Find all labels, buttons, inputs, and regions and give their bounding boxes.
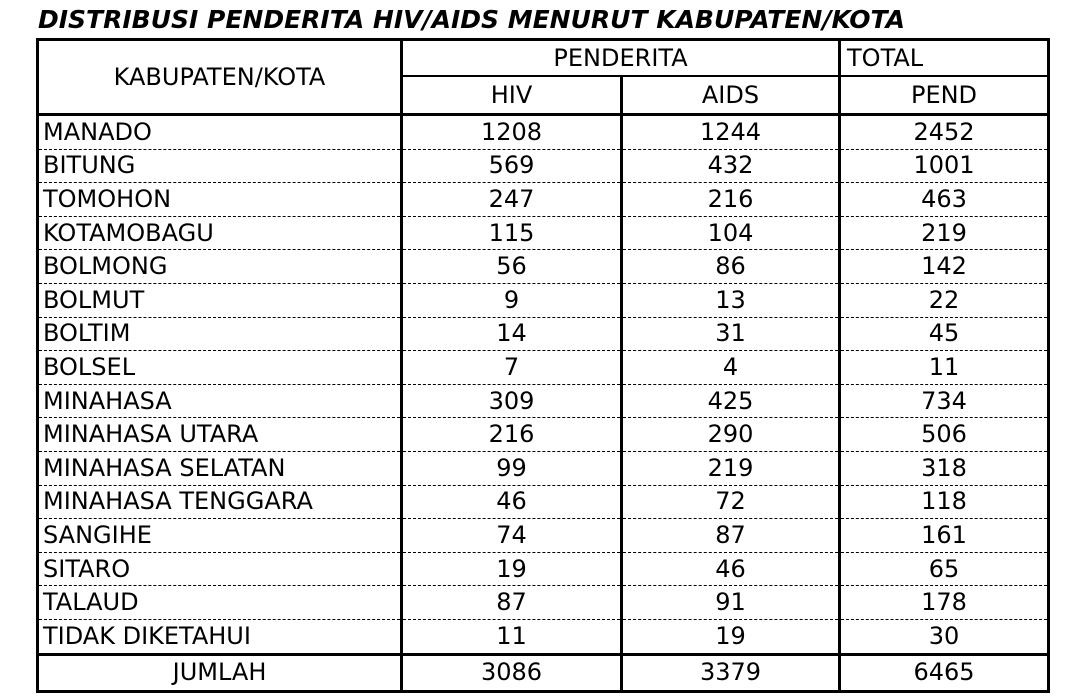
row-aids: 425 <box>622 384 840 418</box>
row-hiv: 46 <box>402 485 622 519</box>
table-row <box>38 317 1049 351</box>
table-row <box>38 451 1049 485</box>
row-kabupaten: MINAHASA <box>38 384 402 418</box>
row-kabupaten: SITARO <box>38 552 402 586</box>
row-total: 22 <box>840 283 1049 317</box>
column-header-kabupaten: KABUPATEN/KOTA <box>38 40 402 115</box>
row-hiv: 7 <box>402 351 622 385</box>
row-aids: 4 <box>622 351 840 385</box>
row-total: 45 <box>840 317 1049 351</box>
column-header-hiv: HIV <box>402 76 622 115</box>
row-aids: 432 <box>622 149 840 183</box>
row-kabupaten: KOTAMOBAGU <box>38 216 402 250</box>
row-kabupaten: MINAHASA TENGGARA <box>38 485 402 519</box>
table-row <box>38 351 1049 385</box>
column-group-penderita: PENDERITA <box>402 40 840 77</box>
row-total: 65 <box>840 552 1049 586</box>
row-aids: 1244 <box>622 115 840 150</box>
row-aids: 216 <box>622 183 840 217</box>
table-footer <box>38 654 1049 691</box>
row-kabupaten: BOLTIM <box>38 317 402 351</box>
row-aids: 219 <box>622 451 840 485</box>
column-header-pend: PEND <box>840 76 1049 115</box>
header-row-top <box>38 40 1049 77</box>
table-row <box>38 250 1049 284</box>
table-row <box>38 384 1049 418</box>
row-total: 506 <box>840 418 1049 452</box>
row-total: 318 <box>840 451 1049 485</box>
row-hiv: 11 <box>402 619 622 654</box>
table-row <box>38 149 1049 183</box>
total-aids: 3379 <box>622 654 840 691</box>
row-aids: 31 <box>622 317 840 351</box>
table-row <box>38 216 1049 250</box>
row-aids: 46 <box>622 552 840 586</box>
row-total: 118 <box>840 485 1049 519</box>
row-kabupaten: BITUNG <box>38 149 402 183</box>
total-pend: 6465 <box>840 654 1049 691</box>
row-total: 1001 <box>840 149 1049 183</box>
table-row <box>38 519 1049 553</box>
table-row <box>38 586 1049 620</box>
row-hiv: 19 <box>402 552 622 586</box>
row-kabupaten: TIDAK DIKETAHUI <box>38 619 402 654</box>
row-kabupaten: MINAHASA SELATAN <box>38 451 402 485</box>
row-kabupaten: SANGIHE <box>38 519 402 553</box>
row-aids: 91 <box>622 586 840 620</box>
row-aids: 290 <box>622 418 840 452</box>
row-hiv: 87 <box>402 586 622 620</box>
total-label: JUMLAH <box>38 654 402 691</box>
row-kabupaten: MANADO <box>38 115 402 150</box>
table-row <box>38 619 1049 654</box>
row-total: 30 <box>840 619 1049 654</box>
row-total: 178 <box>840 586 1049 620</box>
row-total: 161 <box>840 519 1049 553</box>
row-hiv: 247 <box>402 183 622 217</box>
row-total: 734 <box>840 384 1049 418</box>
row-kabupaten: TALAUD <box>38 586 402 620</box>
row-total: 219 <box>840 216 1049 250</box>
row-hiv: 74 <box>402 519 622 553</box>
row-aids: 87 <box>622 519 840 553</box>
row-hiv: 216 <box>402 418 622 452</box>
row-hiv: 99 <box>402 451 622 485</box>
distribution-table <box>36 38 1050 693</box>
row-total: 2452 <box>840 115 1049 150</box>
row-hiv: 56 <box>402 250 622 284</box>
row-hiv: 115 <box>402 216 622 250</box>
table-row <box>38 418 1049 452</box>
total-hiv: 3086 <box>402 654 622 691</box>
row-kabupaten: BOLMONG <box>38 250 402 284</box>
row-hiv: 9 <box>402 283 622 317</box>
row-hiv: 309 <box>402 384 622 418</box>
table-body <box>38 115 1049 655</box>
row-hiv: 14 <box>402 317 622 351</box>
column-group-total: TOTAL <box>840 40 1049 77</box>
row-aids: 104 <box>622 216 840 250</box>
table-row <box>38 485 1049 519</box>
row-aids: 19 <box>622 619 840 654</box>
row-kabupaten: BOLSEL <box>38 351 402 385</box>
row-total: 142 <box>840 250 1049 284</box>
row-aids: 72 <box>622 485 840 519</box>
row-total: 11 <box>840 351 1049 385</box>
table-header <box>38 40 1049 115</box>
row-kabupaten: TOMOHON <box>38 183 402 217</box>
total-row <box>38 654 1049 691</box>
row-hiv: 1208 <box>402 115 622 150</box>
row-kabupaten: MINAHASA UTARA <box>38 418 402 452</box>
page-title: DISTRIBUSI PENDERITA HIV/AIDS MENURUT KABUPATEN/KOTA <box>38 5 905 34</box>
table-row <box>38 115 1049 150</box>
table-row <box>38 283 1049 317</box>
row-aids: 13 <box>622 283 840 317</box>
row-hiv: 569 <box>402 149 622 183</box>
column-header-aids: AIDS <box>622 76 840 115</box>
table-row <box>38 552 1049 586</box>
table-row <box>38 183 1049 217</box>
row-kabupaten: BOLMUT <box>38 283 402 317</box>
row-aids: 86 <box>622 250 840 284</box>
row-total: 463 <box>840 183 1049 217</box>
